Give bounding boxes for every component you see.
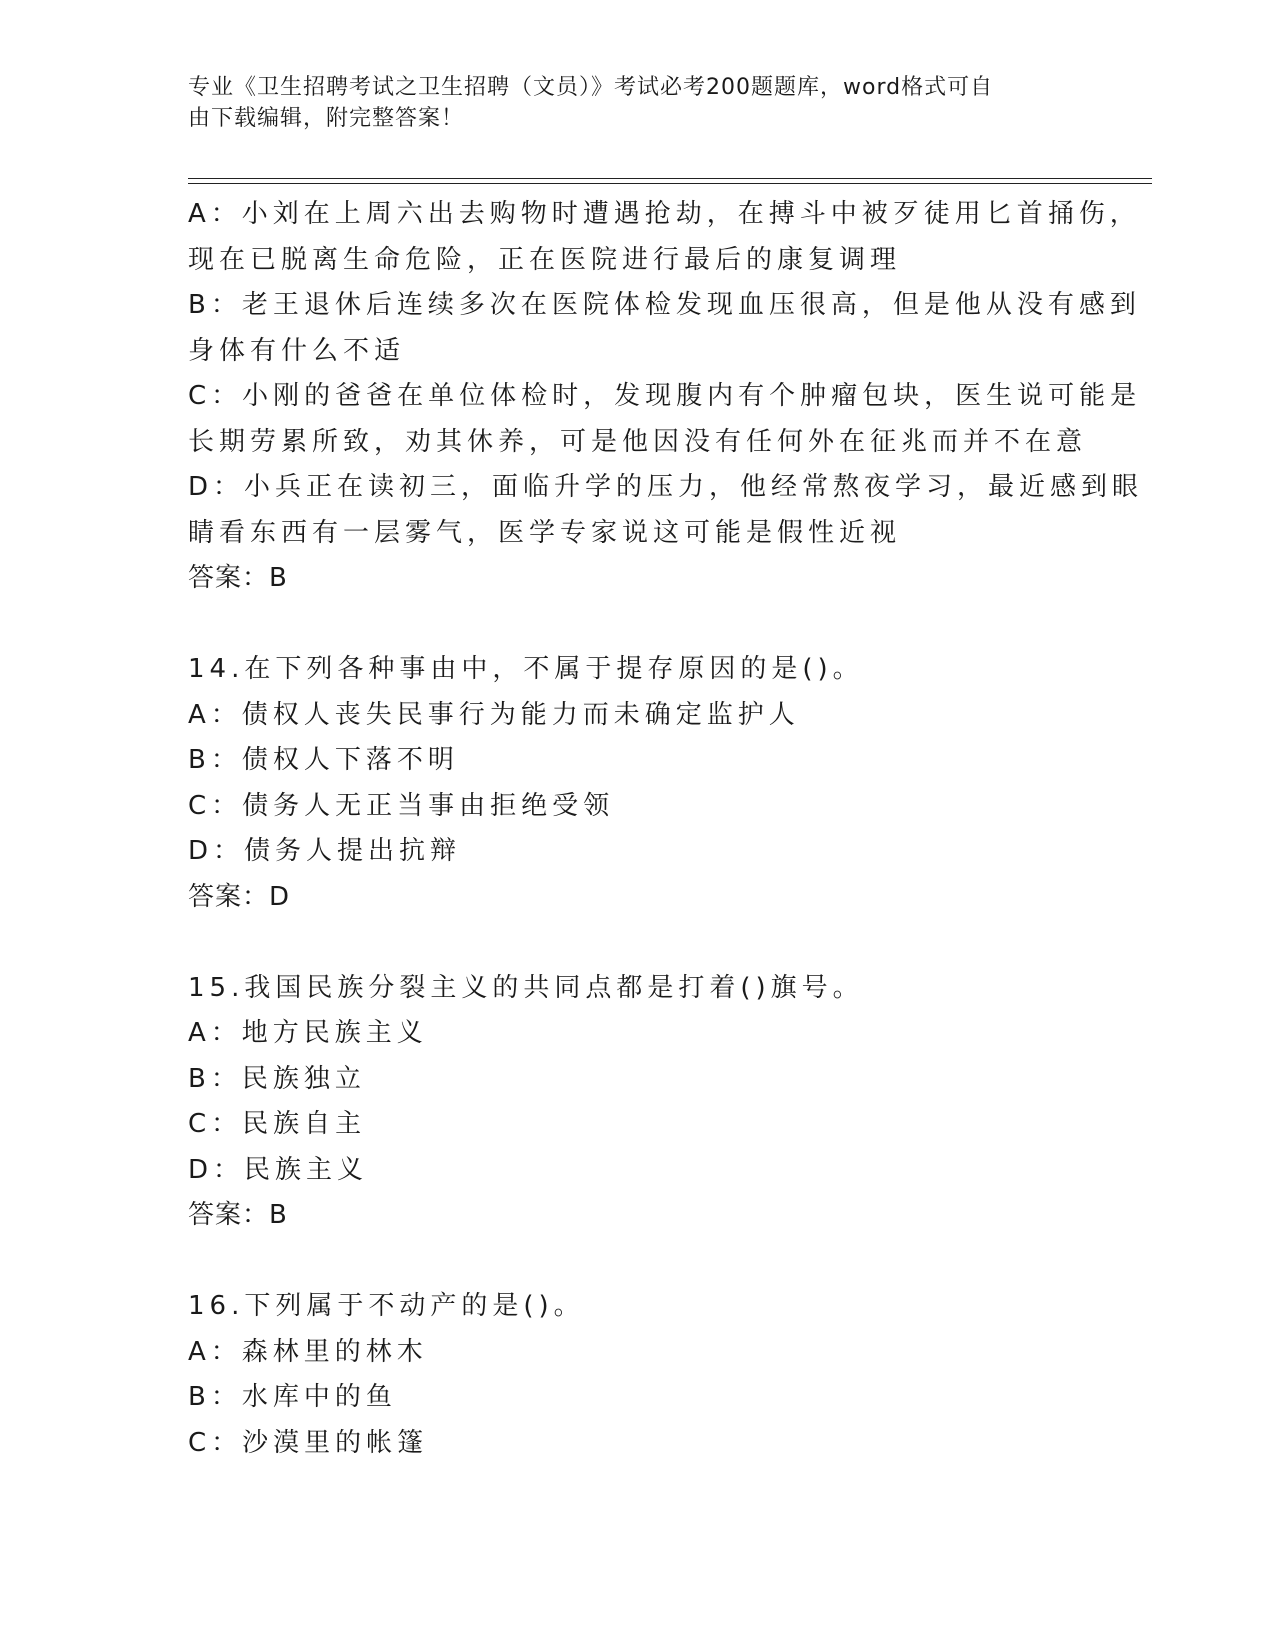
spacer (188, 602, 1088, 648)
answer: 答案：B (188, 1200, 288, 1230)
option-b: B：民族独立 (188, 1063, 366, 1094)
option-a: A：地方民族主义 (188, 1018, 428, 1048)
spacer (188, 920, 1088, 966)
question-13 (188, 192, 1144, 602)
answer: 答案：D (188, 881, 291, 912)
option-a-line-1: A：小刘在上周六出去购物时遭遇抢劫，在搏斗中被歹徒用匕首捅伤， (188, 199, 1141, 229)
option-a: A：债权人丧失民事行为能力而未确定监护人 (188, 699, 800, 730)
question-14 (188, 647, 1088, 920)
header-line-1: 专业《卫生招聘考试之卫生招聘（文员）》考试必考200题题库，word格式可自 (188, 75, 994, 100)
option-b-line-1: B：老王退休后连续多次在医院体检发现血压很高，但是他从没有感到 (188, 290, 1141, 320)
option-d-line-1: D：小兵正在读初三，面临升学的压力，他经常熬夜学习，最近感到眼 (188, 472, 1144, 502)
answer: 答案：B (188, 563, 288, 593)
header-divider-top (188, 178, 1152, 179)
spacer (188, 1239, 1088, 1285)
option-c: C：沙漠里的帐篷 (188, 1427, 429, 1458)
question-15 (188, 966, 1088, 1239)
question-list (188, 192, 1144, 1466)
option-b: B：水库中的鱼 (188, 1382, 397, 1412)
option-c: C：民族自主 (188, 1109, 367, 1139)
question-text: 14.在下列各种事由中，不属于提存原因的是()。 (188, 654, 864, 684)
option-a-line-2: 现在已脱离生命危险，正在医院进行最后的康复调理 (188, 244, 902, 275)
option-d: D：债务人提出抗辩 (188, 836, 462, 866)
option-c-line-1: C：小刚的爸爸在单位体检时，发现腹内有个肿瘤包块，医生说可能是 (188, 381, 1142, 411)
option-c-line-2: 长期劳累所致，劝其休养，可是他因没有任何外在征兆而并不在意 (188, 426, 1088, 457)
header-line-2: 由下载编辑，附完整答案！ (188, 106, 465, 131)
option-d-line-2: 睛看东西有一层雾气，医学专家说这可能是假性近视 (188, 517, 902, 548)
question-16 (188, 1284, 1088, 1466)
option-b: B：债权人下落不明 (188, 745, 459, 775)
header-divider-bottom (188, 183, 1152, 184)
question-text: 16.下列属于不动产的是()。 (188, 1291, 585, 1321)
question-text: 15.我国民族分裂主义的共同点都是打着()旗号。 (188, 972, 864, 1003)
option-d: D：民族主义 (188, 1154, 369, 1185)
document-header (188, 72, 1068, 134)
option-b-line-2: 身体有什么不适 (188, 335, 406, 366)
option-a: A：森林里的林木 (188, 1336, 428, 1367)
option-c: C：债务人无正当事由拒绝受领 (188, 790, 615, 821)
